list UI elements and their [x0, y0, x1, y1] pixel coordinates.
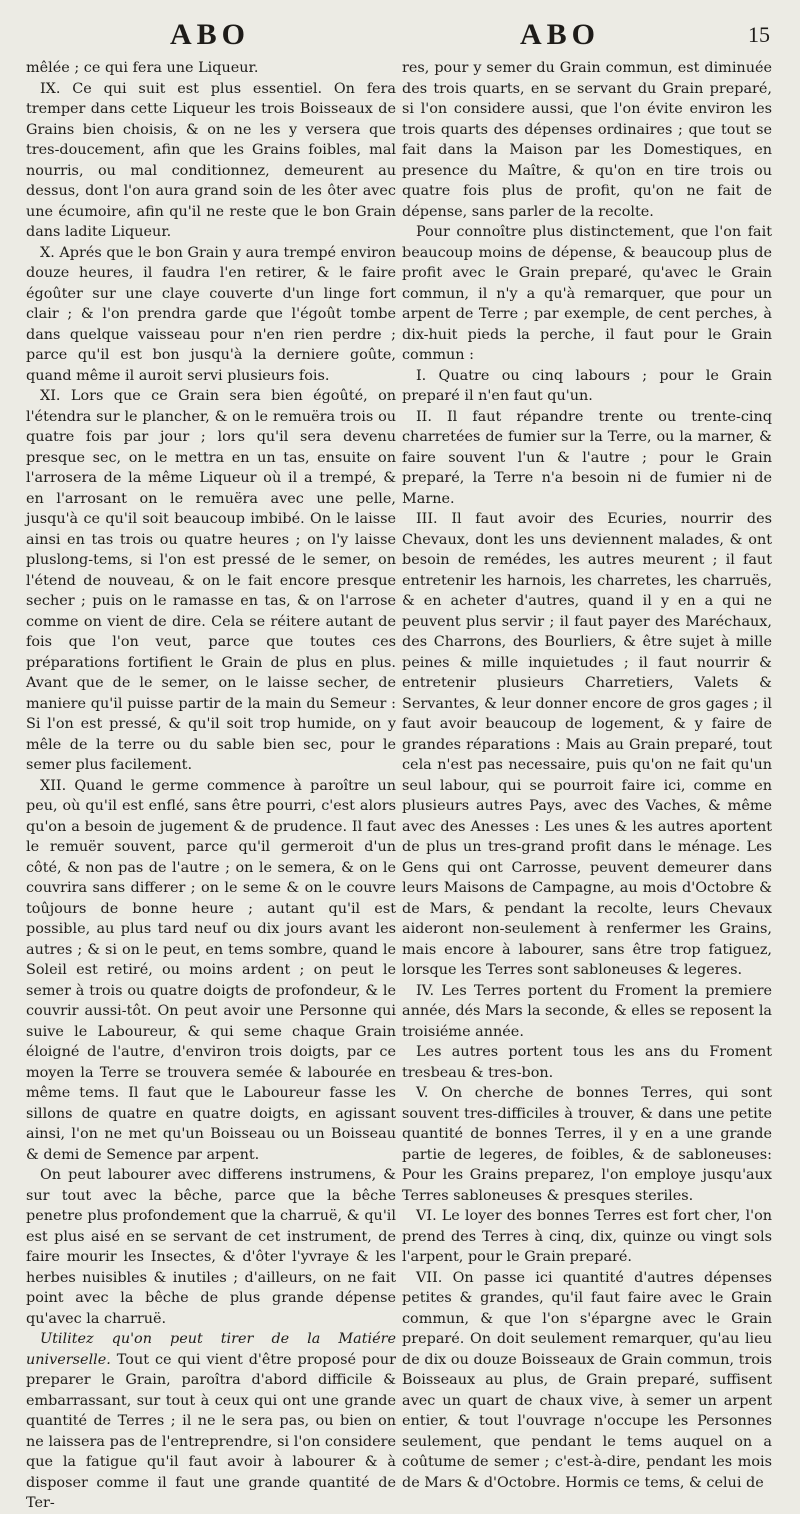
paragraph: mêlée ; ce qui fera une Liqueur. — [26, 60, 259, 76]
paragraph-text: Tout ce qui vient d'être proposé pour preparer le Grain, paroîtra d'abord difficile & embarrassant, sur tout à ceux qui ont une grande quantité de Terres ; il ne le sera pas, ou bien on ne laissera pas de l'entreprendre, si l'on considere que la fatigue qu'il faut avoir à labourer & à disposer comme il faut une grande quantité de Ter- — [26, 1351, 396, 1511]
section-heading-italic: Utilitez qu'on peut tirer de la Matiére universelle. — [26, 1331, 396, 1368]
paragraph: Les autres portent tous les ans du Froment tresbeau & tres-bon. — [402, 1044, 772, 1081]
paragraph: On peut labourer avec differens instrumens, & sur tout avec la bêche, parce que la bêche penetre plus profondement que la charruë, & qu'il est plus aisé en se servant de cet instrument, de faire mourir les Insectes, & d'ôter l'yvraye & les herbes nuisibles & inutiles ; d'ailleurs, on ne fait point avec la bêche de plus grande dépense qu'avec la charruë. — [26, 1167, 396, 1327]
paragraph: Pour connoître plus distinctement, que l'on fait beaucoup moins de dépense, & beaucoup plus de profit avec le Grain preparé, qu'avec le Grain commun, il n'y a qu'à remarquer, que pour un arpent de Terre ; par exemple, de cent perches, à dix-huit pieds la perche, il faut pour le Grain commun : — [402, 224, 772, 363]
paragraph: I. Quatre ou cinq labours ; pour le Grain preparé il n'en faut qu'un. — [402, 367, 772, 404]
header-left-word: ABO — [170, 18, 251, 51]
header-right-word: ABO — [520, 18, 601, 51]
paragraph: X. Aprés que le bon Grain y aura trempé environ douze heures, il faudra l'en retirer, & le faire égoûter sur une claye couverte d'un linge fort clair ; & l'on prendra garde que l'égoût tombe dans quelque vaisseau pour n'en rien perdre ; parce qu'il est bon jusqu'à la derniere goûte, quand même il auroit servi plusieurs fois. — [26, 244, 396, 384]
paragraph: VI. Le loyer des bonnes Terres est fort cher, l'on prend des Terres à cinq, dix, quinze ou vingt sols l'arpent, pour le Grain preparé. — [402, 1208, 772, 1265]
paragraph: III. Il faut avoir des Ecuries, nourrir des Chevaux, dont les uns deviennent malades, & ont besoin de remédes, les autres meurent ; il faut entretenir les harnois, les charretes, les charruës, & en acheter d'autres, quand il y en a qui ne peuvent plus servir ; il faut payer des Maréchaux, des Charrons, des Bourliers, & être sujet à mille peines & mille inquietudes ; il faut nourrir & entretenir plusieurs Charretiers, Valets & Servantes, & leur donner encore de gros gages ; il faut avoir beaucoup de logement, & y faire de grandes réparations : Mais au Grain preparé, tout cela n'est pas necessaire, puis qu'on ne fait qu'un seul labour, qui se pourroit faire ici, comme en plusieurs autres Pays, avec des Vaches, & même avec des Anesses : Les unes & les autres aportent de plus un tres-grand profit dans le ménage. Les Gens qui ont Carrosse, peuvent demeurer dans leurs Maisons de Campagne, au mois d'Octobre & de Mars, & pendant la recolte, leurs Chevaux aideront non-seulement à renfermer les Grains, mais encore à labourer, sans être trop fatiguez, lorsque les Terres sont sabloneuses & legeres. — [402, 511, 772, 978]
paragraph: res, pour y semer du Grain commun, est diminuée des trois quarts, en se servant du Grain preparé, si l'on considere aussi, que l'on évite environ les trois quarts des dépenses ordinaires ; que tout se fait dans la Maison par les Domestiques, en presence du Maître, & qu'on en tire trois ou quatre fois plus de profit, qu'on ne fait de dépense, sans parler de la recolte. — [402, 60, 772, 220]
paragraph: V. On cherche de bonnes Terres, qui sont souvent tres-difficiles à trouver, & dans une petite quantité de bonnes Terres, il y en a une grande partie de legeres, de foibles, & de sabloneuses: Pour les Grains preparez, l'on employe jusqu'aux Terres sabloneuses & presques steriles. — [402, 1085, 772, 1204]
paragraph: II. Il faut répandre trente ou trente-cinq charretées de fumier sur la Terre, ou la marner, & faire souvent l'un & l'autre ; pour le Grain preparé, la Terre n'a besoin ni de fumier ni de Marne. — [402, 408, 772, 507]
left-column — [26, 58, 396, 1514]
paragraph — [26, 1329, 396, 1514]
paragraph: IV. Les Terres portent du Froment la premiere année, dés Mars la seconde, & elles se reposent la troisiéme année. — [402, 982, 772, 1040]
paragraph: IX. Ce qui suit est plus essentiel. On fera tremper dans cette Liqueur les trois Boisseaux de Grains bien choisis, & on ne les y versera que tres-doucement, afin que les Grains foibles, mal nourris, ou mal conditionnez, demeurent au dessus, dont l'on aura grand soin de les ôter avec une écumoire, afin qu'il ne reste que le bon Grain dans ladite Liqueur. — [26, 80, 396, 240]
page-number: 15 — [748, 22, 770, 47]
right-column — [402, 58, 772, 1493]
paragraph: XI. Lors que ce Grain sera bien égoûté, on l'étendra sur le plancher, & on le remuëra trois ou quatre fois par jour ; lors qu'il sera devenu presque sec, on le mettra en un tas, ensuite on l'arrosera de la même Liqueur où il a trempé, & en l'arrosant on le remuëra avec une pelle, jusqu'à ce qu'il soit beaucoup imbibé. On le laisse ainsi en tas trois ou quatre heures ; on l'y laisse pluslong-tems, si l'on est pressé de le semer, on l'étend de nouveau, & on le fait encore presque secher ; puis on le ramasse en tas, & on l'arrose comme on vient de dire. Cela se réitere autant de fois que l'on veut, parce que toutes ces préparations fortifient le Grain de plus en plus. Avant que de le semer, on le laisse secher, de maniere qu'il puisse partir de la main du Semeur : Si l'on est pressé, & qu'il soit trop humide, on y mêle de la terre ou du sable bien sec, pour le semer plus facilement. — [26, 388, 396, 773]
paragraph: VII. On passe ici quantité d'autres dépenses petites & grandes, qu'il faut faire avec le Grain commun, & que l'on s'épargne avec le Grain preparé. On doit seulement remarquer, qu'au lieu de dix ou douze Boisseaux de Grain commun, trois Boisseaux au plus, de Grain preparé, suffisent avec un quart de chaux vive, à semer un arpent entier, & tout l'ouvrage n'occupe les Personnes seulement, que pendant le tems auquel on a coûtume de semer ; c'est-à-dire, pendant les mois de Mars & d'Octobre. Hormis ce tems, & celui de — [402, 1269, 772, 1491]
paragraph: XII. Quand le germe commence à paroître un peu, où qu'il est enflé, sans être pourri, c'est alors qu'on a besoin de jugement & de prudence. Il faut le remuër souvent, parce qu'il germeroit d'un côté, & non pas de l'autre ; on le semera, & on le couvrira sans differer ; on le seme & on le couvre toûjours de bonne heure ; autant qu'il est possible, au plus tard neuf ou dix jours avant les autres ; & si on le peut, en tems sombre, quand le Soleil est retiré, ou moins ardent ; on peut le semer à trois ou quatre doigts de profondeur, & le couvrir aussi-tôt. On peut avoir une Personne qui suive le Laboureur, & qui seme chaque Grain éloigné de l'autre, d'environ trois doigts, par ce moyen la Terre se trouvera semée & labourée en même tems. Il faut que le Laboureur fasse les sillons de quatre en quatre doigts, en agissant ainsi, l'on ne met qu'un Boisseau ou un Boisseau & demi de Semence par arpent. — [26, 777, 396, 1163]
running-header — [0, 18, 800, 58]
